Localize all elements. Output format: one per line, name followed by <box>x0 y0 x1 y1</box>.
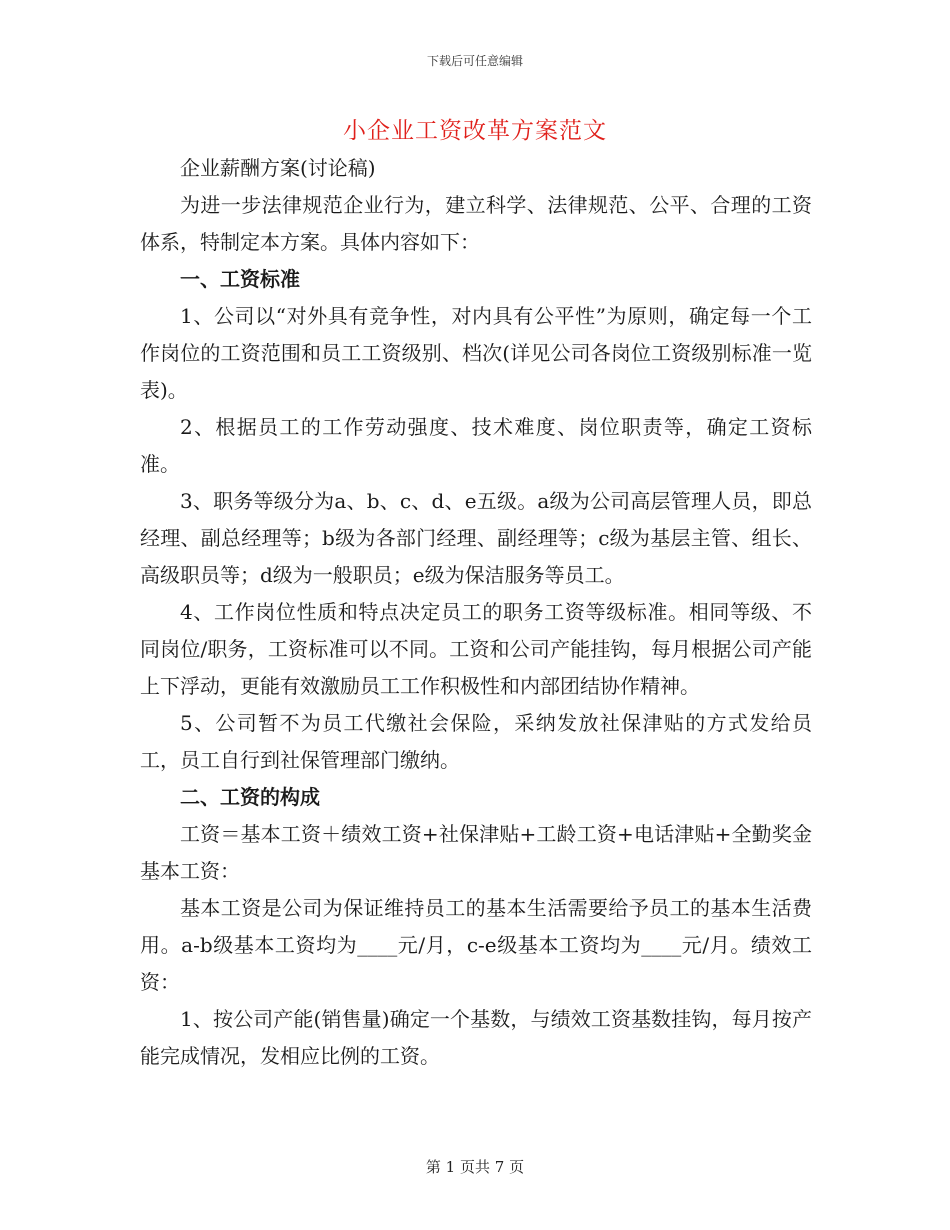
paragraph: 4、工作岗位性质和特点决定员工的职务工资等级标准。相同等级、不同岗位/职务，工资标准可以不同。工资和公司产能挂钩，每月根据公司产能上下浮动，更能有效激励员工工作积极性和内部团结协作精神。 <box>140 600 812 698</box>
paragraph: 基本工资是公司为保证维持员工的基本生活需要给予员工的基本生活费用。a-b级基本工资均为____元/月，c-e级基本工资均为____元/月。绩效工资： <box>140 896 812 994</box>
paragraph: 1、按公司产能(销售量)确定一个基数，与绩效工资基数挂钩，每月按产能完成情况，发相应比例的工资。 <box>140 1007 812 1068</box>
paragraph: 工资＝基本工资＋绩效工资+社保津贴+工龄工资+电话津贴+全勤奖金基本工资： <box>140 822 812 883</box>
paragraph: 5、公司暂不为员工代缴社会保险，采纳发放社保津贴的方式发给员工，员工自行到社保管理部门缴纳。 <box>140 711 812 772</box>
document-body <box>140 150 812 1075</box>
section-heading: 二、工资的构成 <box>180 785 320 809</box>
document-title: 小企业工资改革方案范文 <box>343 118 607 144</box>
header-note: 下载后可任意编辑 <box>426 54 523 68</box>
paragraph: 1、公司以“对外具有竞争性，对内具有公平性”为原则，确定每一个工作岗位的工资范围和员工工资级别、档次(详见公司各岗位工资级别标准一览表)。 <box>140 304 812 402</box>
page-footer: 第 1 页共 7 页 <box>425 1158 525 1176</box>
paragraph: 2、根据员工的工作劳动强度、技术难度、岗位职责等，确定工资标准。 <box>140 415 812 476</box>
paragraph: 3、职务等级分为a、b、c、d、e五级。a级为公司高层管理人员，即总经理、副总经理等；b级为各部门经理、副经理等；c级为基层主管、组长、高级职员等；d级为一般职员；e级为保洁服务等员工。 <box>140 489 812 587</box>
paragraph: 企业薪酬方案(讨论稿) <box>180 156 376 180</box>
paragraph: 为进一步法律规范企业行为，建立科学、法律规范、公平、合理的工资体系，特制定本方案。具体内容如下： <box>140 193 812 254</box>
section-heading: 一、工资标准 <box>180 267 300 291</box>
